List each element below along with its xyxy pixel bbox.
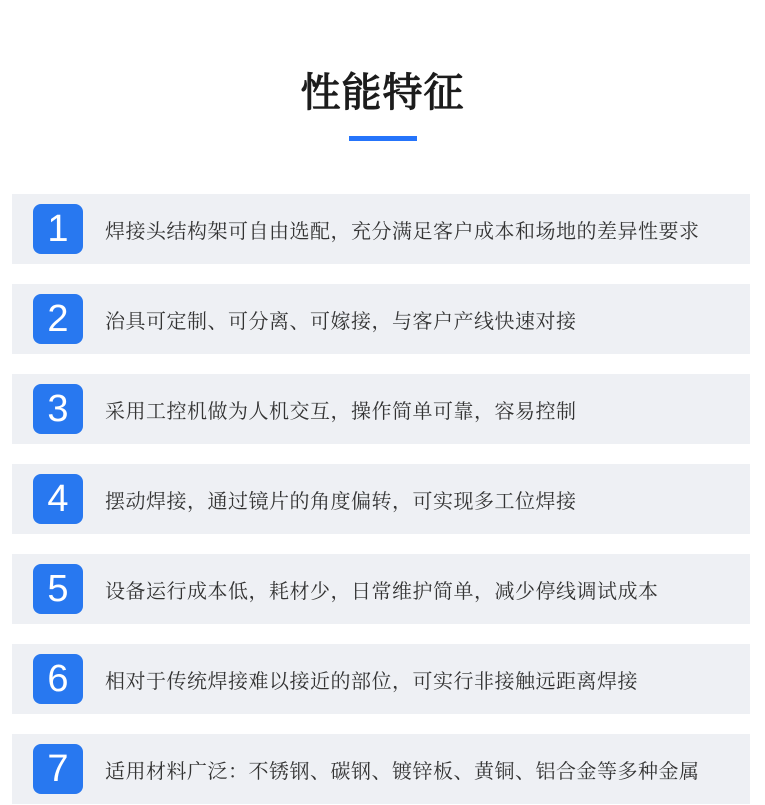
number-badge-1: 1: [33, 204, 83, 254]
number-badge-3: 3: [33, 384, 83, 434]
feature-row-7: [12, 734, 750, 804]
feature-text-5: 设备运行成本低，耗材少，日常维护简单，减少停线调试成本: [105, 580, 659, 603]
feature-row-6: [12, 644, 750, 714]
feature-text-3: 采用工控机做为人机交互，操作简单可靠，容易控制: [105, 400, 577, 423]
section-header: [0, 0, 765, 141]
feature-list: [0, 194, 765, 804]
feature-text-1: 焊接头结构架可自由选配，充分满足客户成本和场地的差异性要求: [105, 220, 700, 243]
number-badge-2: 2: [33, 294, 83, 344]
feature-text-4: 摆动焊接，通过镜片的角度偏转，可实现多工位焊接: [105, 490, 577, 513]
feature-row-4: [12, 464, 750, 534]
feature-row-1: [12, 194, 750, 264]
feature-text-6: 相对于传统焊接难以接近的部位，可实行非接触远距离焊接: [105, 670, 638, 693]
title-underline-divider: [349, 136, 417, 141]
feature-text-7: 适用材料广泛：不锈钢、碳钢、镀锌板、黄铜、铝合金等多种金属: [105, 760, 700, 783]
number-badge-6: 6: [33, 654, 83, 704]
number-badge-5: 5: [33, 564, 83, 614]
number-badge-7: 7: [33, 744, 83, 794]
feature-row-2: [12, 284, 750, 354]
page-title: 性能特征: [300, 71, 465, 115]
feature-row-3: [12, 374, 750, 444]
feature-row-5: [12, 554, 750, 624]
number-badge-4: 4: [33, 474, 83, 524]
feature-text-2: 治具可定制、可分离、可嫁接，与客户产线快速对接: [105, 310, 577, 333]
